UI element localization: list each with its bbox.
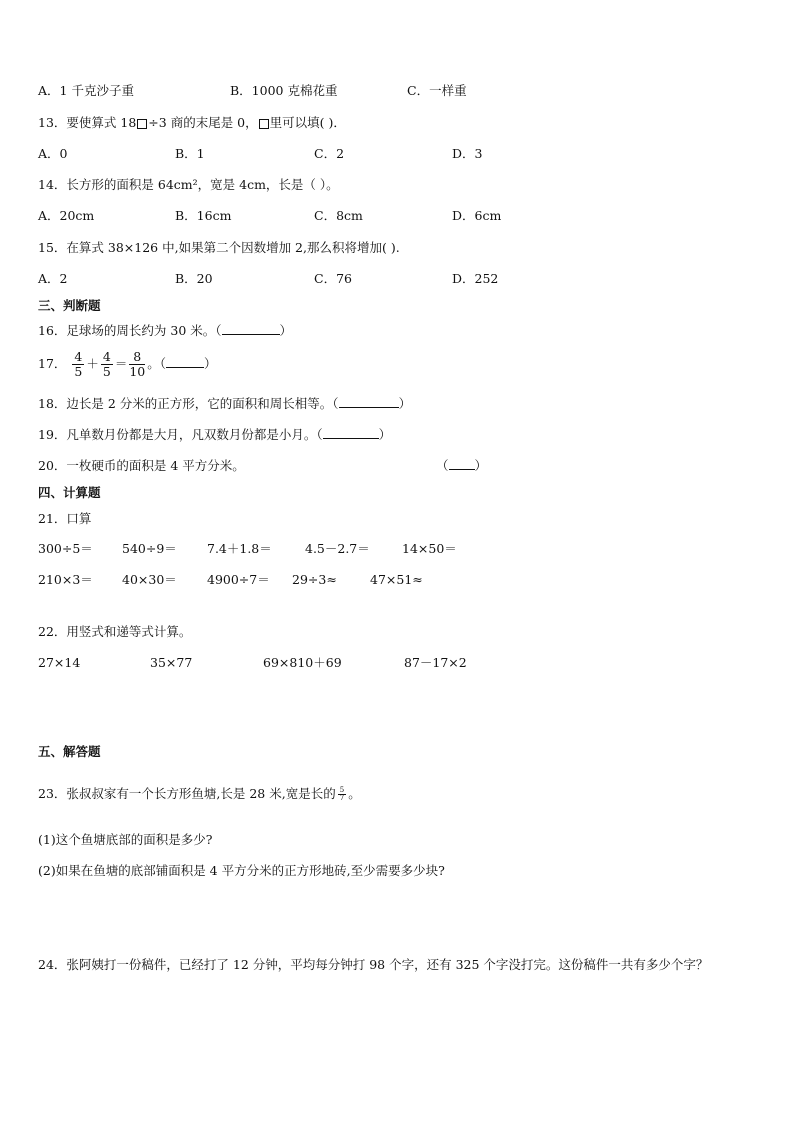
q15-question: 15．在算式 38×126 中,如果第二个因数增加 2,那么积将增加( ). <box>38 240 400 255</box>
q13-suffix: ÷3 商的末尾是 0， <box>148 115 258 130</box>
q17-close: ） <box>204 356 217 371</box>
section-5-title: 五、解答题 <box>38 744 101 759</box>
section-4-title: 四、计算题 <box>38 485 101 500</box>
calc-item: 210×3＝ <box>38 572 93 587</box>
equals-sign: ＝ <box>114 356 128 371</box>
q12-option-b: B．1000 克棉花重 <box>230 83 338 98</box>
q21-row-2 <box>38 571 758 589</box>
q23-tail: 。 <box>348 786 361 801</box>
fraction-numerator: 4 <box>74 349 83 364</box>
q16-answer-blank[interactable] <box>222 322 280 335</box>
q12-option-a: A．1 千克沙子重 <box>38 83 134 98</box>
q23-text: 23．张叔叔家有一个长方形鱼塘,长是 28 米,宽是长的 <box>38 786 336 801</box>
calc-item: 14×50＝ <box>402 541 457 556</box>
q20-answer <box>436 457 487 475</box>
calc-item: 4900÷7＝ <box>207 572 270 587</box>
fraction-denominator: 5 <box>102 364 111 379</box>
fraction-four-fifths <box>101 350 113 379</box>
calc-item: 29÷3≈ <box>292 572 337 587</box>
q16-text: 16．足球场的周长约为 30 米。（ <box>38 323 222 338</box>
q20-answer-blank[interactable] <box>449 457 475 470</box>
q14-options <box>38 207 758 225</box>
q17-statement <box>38 349 217 379</box>
calc-item: 27×14 <box>38 655 81 670</box>
q20-close: ） <box>474 458 488 473</box>
q14-option-d: D．6cm <box>452 208 502 223</box>
q13-option-b: B．1 <box>175 146 205 161</box>
q13-question <box>38 114 346 132</box>
plus-sign: ＋ <box>86 356 99 371</box>
fraction-eight-tenths <box>129 350 145 379</box>
q14-option-a: A．20cm <box>38 208 95 223</box>
q18-answer-blank[interactable] <box>339 395 399 408</box>
q13-option-c: C．2 <box>314 146 345 161</box>
calc-item: 540÷9＝ <box>122 541 177 556</box>
q20-statement <box>38 457 758 475</box>
fraction-denominator: 5 <box>74 364 83 379</box>
q12-option-c: C．一样重 <box>407 83 467 98</box>
q24-question: 24．张阿姨打一份稿件，已经打了 12 分钟，平均每分钟打 98 个字，还有 325 个字没打完。这份稿件一共有多少个字？ <box>38 957 709 972</box>
calc-item: 300÷5＝ <box>38 541 93 556</box>
q19-text: 19．凡单数月份都是大月，凡双数月份都是小月。（ <box>38 427 323 442</box>
q18-text: 18．边长是 2 分米的正方形，它的面积和周长相等。（ <box>38 396 339 411</box>
q13-options <box>38 145 758 163</box>
q14-option-b: B．16cm <box>175 208 232 223</box>
calc-item: 47×51≈ <box>370 572 423 587</box>
q13-option-a: A．0 <box>38 146 68 161</box>
q15-options <box>38 270 758 288</box>
fraction-denominator: 7 <box>339 794 345 802</box>
q13-prefix: 13．要使算式 18 <box>38 115 137 130</box>
q23-sub-1: (1)这个鱼塘底部的面积是多少? <box>38 832 213 847</box>
calc-item: 4.5－2.7＝ <box>305 541 370 556</box>
calc-item: 40×30＝ <box>122 572 177 587</box>
section-3-title: 三、判断题 <box>38 298 101 313</box>
q15-option-b: B．20 <box>175 271 213 286</box>
q12-options <box>38 82 758 100</box>
q19-close: ） <box>378 427 392 442</box>
q20-text: 20．一枚硬币的面积是 4 平方分米。 <box>38 458 245 473</box>
fraction-five-sevenths <box>338 787 346 802</box>
q21-row-1 <box>38 540 758 558</box>
fraction-numerator: 5 <box>339 786 345 794</box>
q15-option-d: D．252 <box>452 271 499 286</box>
box-icon <box>137 119 147 129</box>
q23-sub-2: (2)如果在鱼塘的底部铺面积是 4 平方分米的正方形地砖,至少需要多少块? <box>38 863 445 878</box>
q19-answer-blank[interactable] <box>323 426 379 439</box>
fraction-numerator: 4 <box>102 349 111 364</box>
q20-open: （ <box>436 458 449 473</box>
q23-question <box>38 784 361 804</box>
q21-title: 21．口算 <box>38 511 92 526</box>
q18-close: ） <box>398 396 412 411</box>
q16-statement <box>38 322 292 340</box>
q19-statement <box>38 426 391 444</box>
q17-tail: 。（ <box>147 356 166 371</box>
q22-items <box>38 654 758 672</box>
q17-prefix: 17． <box>38 356 67 371</box>
q16-close: ） <box>279 323 293 338</box>
calc-item: 7.4＋1.8＝ <box>207 541 272 556</box>
q14-question: 14．长方形的面积是 64cm²，宽是 4cm，长是（ ）。 <box>38 177 339 192</box>
q14-option-c: C．8cm <box>314 208 363 223</box>
q13-suffix2: 里可以填( )． <box>269 115 346 130</box>
fraction-numerator: 8 <box>129 350 145 365</box>
fraction-denominator: 10 <box>129 364 146 379</box>
q15-option-c: C．76 <box>314 271 352 286</box>
q15-option-a: A．2 <box>38 271 68 286</box>
q13-option-d: D．3 <box>452 146 483 161</box>
fraction-four-fifths <box>72 350 84 379</box>
q17-answer-blank[interactable] <box>166 355 204 368</box>
box-icon <box>259 119 269 129</box>
q18-statement <box>38 395 411 413</box>
calc-item: 35×77 <box>150 655 193 670</box>
q22-title: 22．用竖式和递等式计算。 <box>38 624 192 639</box>
calc-item: 87－17×2 <box>404 655 467 670</box>
calc-item: 69×810＋69 <box>263 655 342 670</box>
